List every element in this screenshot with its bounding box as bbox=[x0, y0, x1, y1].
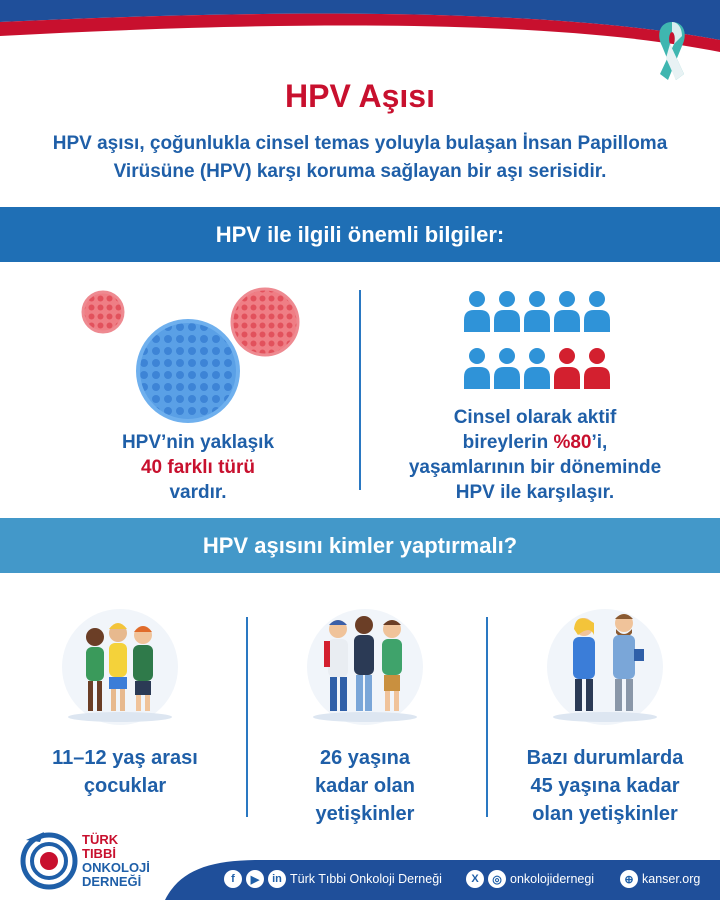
footer-website-label[interactable]: kanser.org bbox=[642, 872, 701, 886]
group-children-text: 11–12 yaş arası çocuklar bbox=[52, 747, 198, 797]
instagram-icon[interactable]: ◎ bbox=[488, 870, 506, 888]
facts-divider bbox=[359, 290, 361, 490]
group-young-adults-text: 26 yaşına kadar olan yetişkinler bbox=[314, 747, 416, 825]
who-divider-1 bbox=[246, 617, 248, 817]
section-heading-who-label: HPV aşısını kimler yaptırmalı? bbox=[202, 532, 518, 558]
fact-people-text: Cinsel olarak aktif bireylerin %80’i, yaşamlarının bir döneminde HPV ile karşılaşır. bbox=[408, 407, 662, 503]
section-heading-facts-label: HPV ile ilgili önemli bilgiler: bbox=[215, 221, 505, 247]
globe-icon[interactable]: ⊕ bbox=[620, 870, 638, 888]
top-swoosh-decoration bbox=[0, 0, 720, 75]
organization-logo-icon bbox=[18, 828, 80, 890]
fact-types-highlight: 40 farklı türü bbox=[140, 457, 256, 478]
people-grid-icon bbox=[463, 290, 613, 392]
fact-types-text: HPV’nin yaklaşık 40 farklı türü vardır. bbox=[78, 430, 318, 505]
group-adults-text: Bazı durumlarda 45 yaşına kadar olan yetişkinler bbox=[526, 747, 684, 825]
children-illustration-icon bbox=[55, 605, 185, 725]
fact-people-highlight: %80 bbox=[553, 432, 592, 453]
footer-handle[interactable]: onkolojidernegi bbox=[510, 872, 595, 886]
facebook-icon[interactable]: f bbox=[224, 870, 242, 888]
adults-illustration-icon bbox=[540, 605, 670, 725]
x-icon[interactable]: X bbox=[466, 870, 484, 888]
young-adults-illustration-icon bbox=[300, 605, 430, 725]
linkedin-icon[interactable]: in bbox=[268, 870, 286, 888]
footer-website[interactable] bbox=[620, 870, 700, 888]
footer-social-handle[interactable] bbox=[466, 870, 594, 888]
who-divider-2 bbox=[486, 617, 488, 817]
organization-logo-text: TÜRK TIBBİ ONKOLOJİ DERNEĞİ bbox=[82, 832, 150, 889]
page-title: HPV Aşısı bbox=[285, 78, 435, 114]
intro-text: HPV aşısı, çoğunlukla cinsel temas yoluyla bulaşan İnsan Papilloma Virüsüne (HPV) karşı koruma sağlayan bir aşı serisidir. bbox=[52, 133, 668, 182]
virus-illustration-icon bbox=[78, 285, 308, 425]
youtube-icon[interactable]: ▶ bbox=[246, 870, 264, 888]
footer-social-org[interactable] bbox=[224, 870, 442, 888]
footer-org-name[interactable]: Türk Tıbbi Onkoloji Derneği bbox=[290, 872, 442, 886]
section-heading-who bbox=[0, 518, 720, 573]
section-heading-facts bbox=[0, 207, 720, 262]
